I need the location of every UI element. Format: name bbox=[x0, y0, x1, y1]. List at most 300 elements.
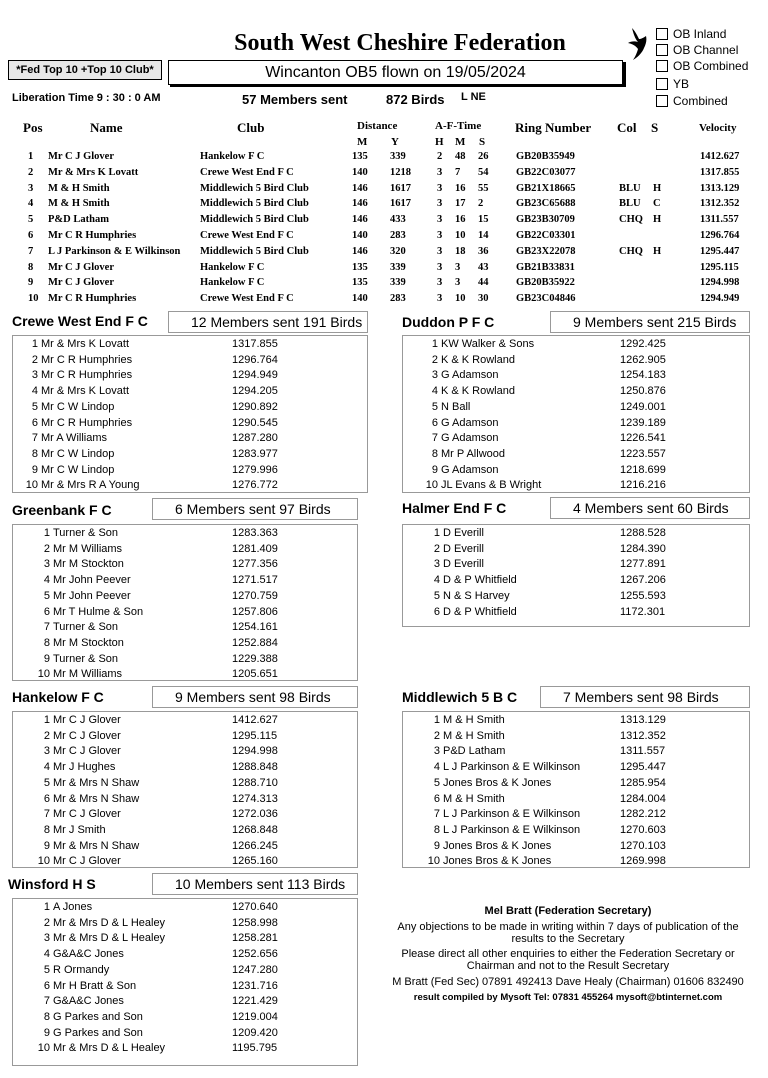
club-title-middlewich: Middlewich 5 B C bbox=[402, 689, 518, 705]
cell-s: 14 bbox=[478, 230, 489, 241]
list-pos: 9 bbox=[43, 652, 50, 665]
list-item bbox=[0, 354, 768, 370]
list-pos: 7 bbox=[433, 808, 440, 821]
cell-club: Hankelow F C bbox=[200, 261, 265, 273]
list-velocity: 1287.280 bbox=[232, 432, 278, 445]
table-row bbox=[0, 183, 768, 199]
list-name: G Adamson bbox=[441, 463, 499, 476]
cell-h: 3 bbox=[437, 214, 443, 226]
cell-club: Middlewich 5 Bird Club bbox=[200, 182, 309, 194]
list-pos: 2 bbox=[433, 542, 440, 555]
list-name: KW Walker & Sons bbox=[441, 338, 535, 350]
col-minutes: M bbox=[455, 136, 466, 148]
cell-vel: 1294.998 bbox=[700, 277, 740, 289]
cell-vel: 1312.352 bbox=[700, 198, 740, 210]
list-item bbox=[0, 840, 768, 856]
list-name: M & H Smith bbox=[443, 729, 505, 742]
list-velocity: 1249.001 bbox=[620, 400, 666, 413]
cell-y: 339 bbox=[390, 151, 406, 162]
checkbox-icon[interactable] bbox=[656, 28, 668, 40]
cell-mi: 16 bbox=[455, 214, 466, 226]
bird-icon bbox=[624, 26, 650, 62]
list-item bbox=[0, 464, 768, 480]
list-velocity: 1279.996 bbox=[232, 463, 278, 476]
list-name: K & K Rowland bbox=[441, 353, 515, 366]
list-item bbox=[0, 1011, 768, 1027]
col-miles: M bbox=[357, 136, 368, 148]
list-name: Mr M Williams bbox=[53, 542, 123, 555]
list-velocity: 1271.517 bbox=[232, 574, 278, 587]
list-name: Mr & Mrs N Shaw bbox=[53, 776, 140, 789]
list-velocity: 1257.806 bbox=[232, 605, 278, 618]
cell-col: BLU bbox=[619, 182, 641, 194]
list-velocity: 1272.036 bbox=[232, 808, 278, 821]
cell-col: CHQ bbox=[619, 245, 643, 257]
cell-club: Crewe West End F C bbox=[200, 293, 294, 305]
cell-y: 283 bbox=[390, 293, 406, 305]
list-velocity: 1294.998 bbox=[232, 745, 278, 758]
list-item bbox=[0, 1027, 768, 1043]
list-name: Mr C J Glover bbox=[53, 855, 121, 868]
list-velocity: 1288.528 bbox=[620, 527, 666, 539]
list-pos: 8 bbox=[433, 823, 440, 836]
list-velocity: 1267.206 bbox=[620, 574, 666, 587]
list-name: Turner & Son bbox=[53, 527, 119, 539]
cell-pos: 7 bbox=[28, 245, 34, 257]
list-pos: 5 bbox=[43, 776, 50, 789]
cell-pos: 8 bbox=[28, 261, 34, 273]
list-name: JL Evans & B Wright bbox=[441, 479, 542, 492]
option-yb[interactable]: YB bbox=[656, 77, 689, 91]
col-velocity: Velocity bbox=[699, 122, 737, 134]
cell-vel: 1412.627 bbox=[700, 151, 740, 162]
cell-h: 3 bbox=[437, 182, 443, 194]
list-velocity: 1295.447 bbox=[620, 761, 666, 774]
cell-s: 2 bbox=[478, 198, 484, 210]
cell-s: 26 bbox=[478, 151, 489, 162]
club-members-sent-crewe: 12 Members sent 191 Birds bbox=[168, 311, 368, 333]
list-pos: 9 bbox=[431, 463, 438, 476]
list-pos: 9 bbox=[31, 463, 38, 476]
list-pos: 5 bbox=[31, 400, 38, 413]
list-velocity: 1266.245 bbox=[232, 839, 278, 852]
cell-mi: 48 bbox=[455, 151, 466, 162]
list-velocity: 1258.998 bbox=[232, 916, 278, 929]
cell-m: 140 bbox=[352, 166, 368, 178]
list-pos: 6 bbox=[43, 605, 50, 618]
option-ob-combined[interactable]: OB Combined bbox=[656, 59, 748, 73]
cell-ring: GB20B35949 bbox=[516, 151, 575, 162]
list-name: Jones Bros & K Jones bbox=[443, 839, 552, 852]
list-velocity: 1254.161 bbox=[232, 621, 278, 634]
cell-club: Middlewich 5 Bird Club bbox=[200, 245, 309, 257]
race-title: Wincanton OB5 flown on 19/05/2024 bbox=[168, 60, 623, 85]
cell-m: 146 bbox=[352, 214, 368, 226]
col-seconds: S bbox=[479, 136, 486, 148]
list-velocity: 1282.212 bbox=[620, 808, 666, 821]
list-name: N & S Harvey bbox=[443, 589, 510, 602]
club-title-crewe: Crewe West End F C bbox=[12, 313, 148, 329]
list-item bbox=[0, 855, 768, 871]
list-velocity: 1270.603 bbox=[620, 823, 666, 836]
list-name: N Ball bbox=[441, 400, 471, 413]
cell-mi: 7 bbox=[455, 166, 461, 178]
list-pos: 8 bbox=[431, 447, 438, 460]
cell-ring: GB23C04846 bbox=[516, 293, 576, 305]
cell-s: 44 bbox=[478, 277, 489, 289]
col-aftime: A-F-Time bbox=[435, 120, 482, 132]
cell-m: 140 bbox=[352, 293, 368, 305]
cell-m: 146 bbox=[352, 182, 368, 194]
list-name: Mr H Bratt & Son bbox=[53, 979, 137, 992]
list-velocity: 1226.541 bbox=[620, 432, 666, 445]
cell-mi: 17 bbox=[455, 198, 466, 210]
liberation-time: Liberation Time 9 : 30 : 0 AM bbox=[12, 92, 161, 104]
option-combined[interactable]: Combined bbox=[656, 94, 728, 108]
wind-direction: L NE bbox=[461, 91, 486, 103]
list-velocity: 1254.183 bbox=[620, 369, 666, 382]
list-item bbox=[0, 338, 768, 354]
list-name: D Everill bbox=[443, 558, 484, 571]
cell-pos: 2 bbox=[28, 166, 34, 178]
cell-ring: GB23B30709 bbox=[516, 214, 575, 226]
list-name: Mr M Stockton bbox=[53, 558, 124, 571]
list-item bbox=[0, 730, 768, 746]
cell-h: 3 bbox=[437, 261, 443, 273]
list-pos: 5 bbox=[431, 400, 438, 413]
cell-ring: GB22C03077 bbox=[516, 166, 576, 178]
list-pos: 2 bbox=[43, 729, 50, 742]
cell-name: Mr C J Glover bbox=[48, 277, 114, 289]
list-name: Mr & Mrs K Lovatt bbox=[41, 338, 130, 350]
cell-name: Mr C J Glover bbox=[48, 261, 114, 273]
list-pos: 8 bbox=[43, 1010, 50, 1023]
list-name: L J Parkinson & E Wilkinson bbox=[443, 761, 581, 774]
cell-s: 43 bbox=[478, 261, 489, 273]
col-pos: Pos bbox=[23, 120, 43, 135]
col-sex: S bbox=[651, 120, 659, 135]
list-name: G Adamson bbox=[441, 432, 499, 445]
objections-note: Any objections to be made in writing within 7 days of publication of the results to the Secretary bbox=[397, 921, 739, 945]
list-velocity: 1283.977 bbox=[232, 447, 278, 460]
cell-ring: GB22C03301 bbox=[516, 230, 576, 241]
cell-name: Mr C J Glover bbox=[48, 151, 114, 162]
col-distance: Distance bbox=[357, 120, 398, 132]
list-velocity: 1277.356 bbox=[232, 558, 278, 571]
list-item bbox=[0, 777, 768, 793]
club-title-hankelow: Hankelow F C bbox=[12, 689, 104, 705]
list-pos: 9 bbox=[43, 839, 50, 852]
club-title-winsford: Winsford H S bbox=[8, 876, 96, 892]
members-sent: 57 Members sent bbox=[242, 92, 348, 107]
list-name: Mr C W Lindop bbox=[41, 447, 115, 460]
list-name: Mr P Allwood bbox=[441, 447, 505, 460]
cell-y: 1218 bbox=[390, 166, 411, 178]
list-velocity: 1231.716 bbox=[232, 979, 278, 992]
club-members-sent-duddon: 9 Members sent 215 Birds bbox=[550, 311, 750, 333]
cell-m: 135 bbox=[352, 151, 368, 162]
cell-name: P&D Latham bbox=[48, 214, 109, 226]
cell-sex: H bbox=[653, 245, 662, 257]
list-item bbox=[0, 369, 768, 385]
cell-s: 30 bbox=[478, 293, 489, 305]
cell-s: 55 bbox=[478, 182, 489, 194]
list-velocity: 1262.905 bbox=[620, 353, 666, 366]
list-velocity: 1216.216 bbox=[620, 479, 666, 492]
list-velocity: 1283.363 bbox=[232, 527, 278, 539]
list-pos: 4 bbox=[31, 385, 38, 398]
cell-h: 3 bbox=[437, 198, 443, 210]
list-pos: 7 bbox=[31, 432, 38, 445]
list-name: Mr C R Humphries bbox=[41, 416, 133, 429]
checkbox-icon[interactable] bbox=[656, 78, 668, 90]
list-item bbox=[0, 558, 768, 574]
list-velocity: 1195.795 bbox=[232, 1042, 278, 1055]
list-name: D Everill bbox=[443, 542, 484, 555]
list-velocity: 1281.409 bbox=[232, 542, 278, 555]
cell-y: 283 bbox=[390, 230, 406, 241]
list-velocity: 1268.848 bbox=[232, 823, 278, 836]
list-item bbox=[0, 606, 768, 622]
cell-mi: 16 bbox=[455, 182, 466, 194]
list-name: G Parkes and Son bbox=[53, 1010, 143, 1023]
list-item bbox=[0, 432, 768, 448]
list-velocity: 1252.884 bbox=[232, 636, 278, 649]
cell-s: 54 bbox=[478, 166, 489, 178]
compiled-by: result compiled by Mysoft Tel: 07831 455264 mysoft@btinternet.com bbox=[413, 992, 723, 1003]
list-item bbox=[0, 637, 768, 653]
list-pos: 5 bbox=[43, 963, 50, 976]
page-title: South West Cheshire Federation bbox=[234, 30, 566, 56]
list-velocity: 1311.557 bbox=[620, 745, 666, 758]
list-pos: 6 bbox=[433, 605, 440, 618]
list-item bbox=[0, 824, 768, 840]
birds-count: 872 Birds bbox=[386, 92, 445, 107]
list-velocity: 1284.390 bbox=[620, 542, 666, 555]
list-pos: 3 bbox=[431, 369, 438, 382]
list-item bbox=[0, 668, 768, 684]
cell-y: 1617 bbox=[390, 198, 411, 210]
table-row bbox=[0, 262, 768, 278]
list-name: Mr M Stockton bbox=[53, 636, 124, 649]
list-name: Mr John Peever bbox=[53, 589, 131, 602]
list-pos: 7 bbox=[43, 995, 50, 1008]
cell-h: 3 bbox=[437, 277, 443, 289]
cell-name: M & H Smith bbox=[48, 198, 110, 210]
list-name: M & H Smith bbox=[443, 714, 505, 726]
col-colour: Col bbox=[617, 120, 637, 135]
list-name: K & K Rowland bbox=[441, 385, 515, 398]
cell-h: 3 bbox=[437, 230, 443, 241]
list-pos: 8 bbox=[43, 823, 50, 836]
list-name: G&A&C Jones bbox=[53, 995, 124, 1008]
cell-name: Mr C R Humphries bbox=[48, 230, 137, 241]
list-name: Mr M Williams bbox=[53, 668, 123, 681]
cell-y: 320 bbox=[390, 245, 406, 257]
list-name: Mr C J Glover bbox=[53, 714, 121, 726]
list-velocity: 1277.891 bbox=[620, 558, 666, 571]
cell-sex: H bbox=[653, 182, 662, 194]
list-item bbox=[0, 479, 768, 495]
list-velocity: 1276.772 bbox=[232, 479, 278, 492]
list-velocity: 1229.388 bbox=[232, 652, 278, 665]
list-name: D Everill bbox=[443, 527, 484, 539]
list-velocity: 1219.004 bbox=[232, 1010, 278, 1023]
table-row bbox=[0, 246, 768, 262]
col-hours: H bbox=[435, 136, 444, 148]
checkbox-icon[interactable] bbox=[656, 44, 668, 56]
cell-y: 339 bbox=[390, 261, 406, 273]
fed-top-label: *Fed Top 10 +Top 10 Club* bbox=[8, 60, 162, 80]
list-name: Mr C J Glover bbox=[53, 745, 121, 758]
list-pos: 4 bbox=[43, 761, 50, 774]
list-velocity: 1209.420 bbox=[232, 1026, 278, 1039]
cell-club: Crewe West End F C bbox=[200, 230, 294, 241]
cell-name: Mr C R Humphries bbox=[48, 293, 137, 305]
cell-club: Hankelow F C bbox=[200, 277, 265, 289]
list-velocity: 1285.954 bbox=[620, 776, 666, 789]
list-name: R Ormandy bbox=[53, 963, 110, 976]
list-pos: 3 bbox=[31, 369, 38, 382]
list-name: Mr C W Lindop bbox=[41, 400, 115, 413]
cell-ring: GB23C65688 bbox=[516, 198, 576, 210]
col-name: Name bbox=[90, 120, 123, 135]
list-pos: 6 bbox=[431, 416, 438, 429]
option-ob-channel[interactable]: OB Channel bbox=[656, 43, 738, 57]
cell-m: 140 bbox=[352, 230, 368, 241]
list-velocity: 1265.160 bbox=[232, 855, 278, 868]
cell-club: Crewe West End F C bbox=[200, 166, 294, 178]
cell-mi: 10 bbox=[455, 230, 466, 241]
cell-mi: 3 bbox=[455, 277, 461, 289]
list-pos: 10 bbox=[37, 855, 50, 868]
list-name: Mr & Mrs D & L Healey bbox=[53, 932, 166, 945]
list-name: L J Parkinson & E Wilkinson bbox=[443, 808, 581, 821]
club-title-halmer: Halmer End F C bbox=[402, 500, 507, 516]
cell-pos: 10 bbox=[28, 293, 39, 305]
list-pos: 7 bbox=[43, 808, 50, 821]
list-pos: 1 bbox=[43, 527, 50, 539]
table-row bbox=[0, 214, 768, 230]
list-name: Jones Bros & K Jones bbox=[443, 776, 552, 789]
list-item bbox=[0, 653, 768, 669]
cell-y: 339 bbox=[390, 277, 406, 289]
secretary-name: Mel Bratt (Federation Secretary) bbox=[484, 905, 652, 917]
list-name: M & H Smith bbox=[443, 792, 505, 805]
list-name: L J Parkinson & E Wilkinson bbox=[443, 823, 581, 836]
list-pos: 2 bbox=[43, 916, 50, 929]
list-name: Mr & Mrs R A Young bbox=[41, 479, 140, 492]
list-velocity: 1247.280 bbox=[232, 963, 278, 976]
list-velocity: 1223.557 bbox=[620, 447, 666, 460]
table-row bbox=[0, 198, 768, 214]
list-velocity: 1292.425 bbox=[620, 338, 666, 350]
list-velocity: 1172.301 bbox=[620, 605, 666, 618]
list-pos: 7 bbox=[43, 621, 50, 634]
list-velocity: 1296.764 bbox=[232, 353, 278, 366]
list-name: Mr & Mrs N Shaw bbox=[53, 792, 140, 805]
table-row bbox=[0, 277, 768, 293]
club-title-duddon: Duddon P F C bbox=[402, 314, 495, 330]
cell-m: 146 bbox=[352, 198, 368, 210]
cell-mi: 10 bbox=[455, 293, 466, 305]
cell-pos: 1 bbox=[28, 151, 34, 162]
list-velocity: 1288.848 bbox=[232, 761, 278, 774]
list-pos: 10 bbox=[37, 1042, 50, 1055]
checkbox-icon[interactable] bbox=[656, 60, 668, 72]
list-velocity: 1294.205 bbox=[232, 385, 278, 398]
list-velocity: 1290.545 bbox=[232, 416, 278, 429]
list-pos: 2 bbox=[431, 353, 438, 366]
option-ob-inland[interactable]: OB Inland bbox=[656, 27, 726, 41]
list-pos: 1 bbox=[433, 714, 440, 726]
list-name: G Adamson bbox=[441, 369, 499, 382]
list-velocity: 1269.998 bbox=[620, 855, 666, 868]
list-item bbox=[0, 543, 768, 559]
cell-name: M & H Smith bbox=[48, 182, 110, 194]
list-velocity: 1294.949 bbox=[232, 369, 278, 382]
club-members-sent-hankelow: 9 Members sent 98 Birds bbox=[152, 686, 358, 708]
cell-club: Hankelow F C bbox=[200, 151, 265, 162]
cell-vel: 1294.949 bbox=[700, 293, 740, 305]
cell-name: L J Parkinson & E Wilkinson bbox=[48, 245, 181, 257]
list-pos: 4 bbox=[433, 761, 440, 774]
list-name: Turner & Son bbox=[53, 621, 119, 634]
list-pos: 3 bbox=[43, 558, 50, 571]
list-name: Mr C J Glover bbox=[53, 729, 121, 742]
list-velocity: 1290.892 bbox=[232, 400, 278, 413]
list-velocity: 1270.640 bbox=[232, 901, 278, 913]
list-velocity: 1288.710 bbox=[232, 776, 278, 789]
cell-club: Middlewich 5 Bird Club bbox=[200, 214, 309, 226]
cell-col: BLU bbox=[619, 198, 641, 210]
list-velocity: 1284.004 bbox=[620, 792, 666, 805]
cell-ring: GB21X18665 bbox=[516, 182, 576, 194]
cell-s: 36 bbox=[478, 245, 489, 257]
list-pos: 6 bbox=[43, 979, 50, 992]
cell-h: 2 bbox=[437, 151, 443, 162]
list-pos: 9 bbox=[43, 1026, 50, 1039]
cell-ring: GB21B33831 bbox=[516, 261, 575, 273]
list-velocity: 1205.651 bbox=[232, 668, 278, 681]
list-velocity: 1221.429 bbox=[232, 995, 278, 1008]
list-velocity: 1258.281 bbox=[232, 932, 278, 945]
list-pos: 1 bbox=[43, 901, 50, 913]
cell-h: 3 bbox=[437, 166, 443, 178]
list-velocity: 1270.759 bbox=[232, 589, 278, 602]
list-pos: 10 bbox=[25, 479, 38, 492]
cell-m: 135 bbox=[352, 261, 368, 273]
list-pos: 3 bbox=[43, 932, 50, 945]
cell-vel: 1317.855 bbox=[700, 166, 740, 178]
col-yards: Y bbox=[391, 136, 399, 148]
list-pos: 1 bbox=[431, 338, 438, 350]
list-name: P&D Latham bbox=[443, 745, 506, 758]
list-pos: 5 bbox=[433, 589, 440, 602]
list-name: Mr C W Lindop bbox=[41, 463, 115, 476]
cell-vel: 1295.115 bbox=[700, 261, 739, 273]
club-members-sent-middlewich: 7 Members sent 98 Birds bbox=[540, 686, 750, 708]
enquiries-note: Please direct all other enquiries to either the Federation Secretary or Chairman and not to the Result Secretary bbox=[401, 948, 735, 972]
list-pos: 2 bbox=[433, 729, 440, 742]
cell-ring: GB20B35922 bbox=[516, 277, 575, 289]
checkbox-icon[interactable] bbox=[656, 95, 668, 107]
club-members-sent-greenbank: 6 Members sent 97 Birds bbox=[152, 498, 358, 520]
list-velocity: 1250.876 bbox=[620, 385, 666, 398]
list-item bbox=[0, 527, 768, 543]
list-pos: 8 bbox=[31, 447, 38, 460]
list-pos: 1 bbox=[433, 527, 440, 539]
